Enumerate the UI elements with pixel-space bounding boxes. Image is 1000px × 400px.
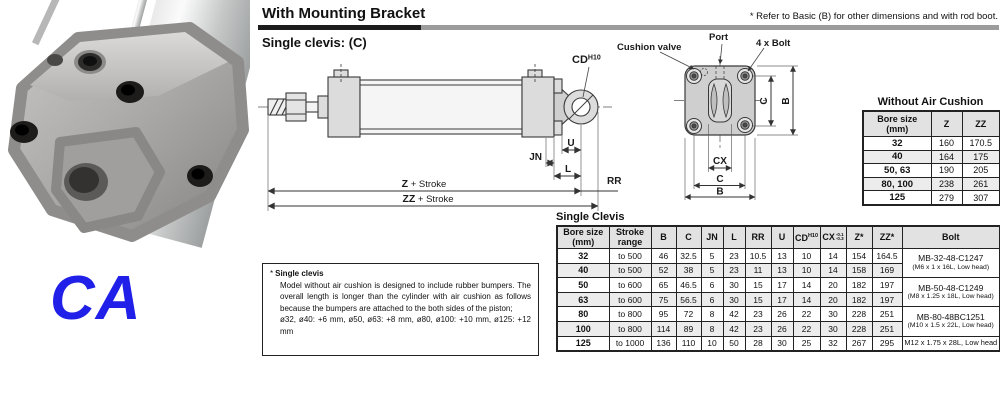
dim-value-cell: 20 xyxy=(820,278,846,293)
dim-label-zz-stroke: ZZ + Stroke xyxy=(402,193,454,205)
wac-row xyxy=(863,150,1000,164)
col-header-rr: RR xyxy=(745,226,771,249)
col-header-z: Z xyxy=(931,111,962,137)
dim-value-cell: 261 xyxy=(962,177,1000,191)
flange-outline xyxy=(685,66,755,135)
dim-value-cell: 14 xyxy=(793,292,820,307)
wac-row xyxy=(863,164,1000,178)
dim-value-cell: 52 xyxy=(651,263,676,278)
dim-value-cell: 26 xyxy=(771,321,793,336)
dim-value-cell: 197 xyxy=(872,292,902,307)
dim-value-cell: to 500 xyxy=(609,249,651,264)
dim-value-cell: to 800 xyxy=(609,321,651,336)
dim-value-cell: 23 xyxy=(745,307,771,322)
label-cushion-valve: Cushion valve xyxy=(617,42,682,53)
series-code: CA xyxy=(50,264,142,333)
dim-value-cell: 13 xyxy=(771,263,793,278)
dim-value-cell: 28 xyxy=(745,336,771,351)
dim-value-cell: 228 xyxy=(846,307,872,322)
dim-value-cell: 197 xyxy=(872,278,902,293)
dim-value-cell: 30 xyxy=(820,321,846,336)
dim-value-cell: 75 xyxy=(651,292,676,307)
dim-value-cell: 10 xyxy=(793,249,820,264)
dim-label-b-bottom: B xyxy=(716,186,724,198)
label-port: Port xyxy=(709,32,728,43)
dim-value-cell: 30 xyxy=(723,278,745,293)
dim-value-cell: 17 xyxy=(771,292,793,307)
dim-value-cell: 267 xyxy=(846,336,872,351)
dim-value-cell: 164.5 xyxy=(872,249,902,264)
dim-value-cell: 6 xyxy=(701,292,723,307)
cylinder-outline xyxy=(268,64,598,137)
note-body: Model without air cushion is designed to include rubber bumpers. The overall length is longer than the cylinder with air cushion as follows because the bumpers are attached to the both sides of the piston; xyxy=(280,280,531,313)
col-header-bore: Bore size (mm) xyxy=(863,111,931,137)
bolt-cell: MB-32-48-C1247 (M6 x 1 x 16L, Low head) xyxy=(902,249,1000,278)
sc-row xyxy=(557,278,1000,293)
dim-value-cell: 182 xyxy=(846,292,872,307)
end-view-diagram xyxy=(616,26,816,202)
bore-size-cell: 80, 100 xyxy=(863,177,931,191)
dim-value-cell: 136 xyxy=(651,336,676,351)
dim-value-cell: to 600 xyxy=(609,278,651,293)
single-clevis-table xyxy=(556,225,1000,352)
col-header-stroke: Stroke range xyxy=(609,226,651,249)
dim-value-cell: 50 xyxy=(723,336,745,351)
dim-value-cell: 42 xyxy=(723,307,745,322)
page-title: With Mounting Bracket xyxy=(262,5,426,22)
dim-value-cell: 279 xyxy=(931,191,962,205)
dim-value-cell: 32.5 xyxy=(676,249,701,264)
dim-value-cell: 17 xyxy=(771,278,793,293)
col-header-u: U xyxy=(771,226,793,249)
without-air-cushion-table xyxy=(862,110,1000,206)
bore-size-cell: 125 xyxy=(557,336,609,351)
dim-value-cell: 10.5 xyxy=(745,249,771,264)
bore-size-cell: 40 xyxy=(863,150,931,164)
dim-value-cell: 8 xyxy=(701,307,723,322)
bore-size-cell: 50, 63 xyxy=(863,164,931,178)
dim-value-cell: 30 xyxy=(771,336,793,351)
without-air-cushion-section xyxy=(862,96,999,206)
col-header-c: C xyxy=(676,226,701,249)
dim-value-cell: to 800 xyxy=(609,307,651,322)
wac-row xyxy=(863,191,1000,205)
dim-label-cd: $CD^{H10}$ xyxy=(572,54,601,66)
dim-value-cell: 110 xyxy=(676,336,701,351)
side-view-diagram xyxy=(256,50,666,218)
bolt-cell: M12 x 1.75 x 28L, Low head xyxy=(902,336,1000,351)
dim-value-cell: 154 xyxy=(846,249,872,264)
sc-row xyxy=(557,336,1000,351)
wac-row xyxy=(863,177,1000,191)
dim-value-cell: 95 xyxy=(651,307,676,322)
dim-value-cell: 158 xyxy=(846,263,872,278)
dim-value-cell: 10 xyxy=(701,336,723,351)
note-title: * Single clevis xyxy=(270,269,324,278)
dim-value-cell: 22 xyxy=(793,321,820,336)
dim-value-cell: 14 xyxy=(793,278,820,293)
dim-value-cell: 26 xyxy=(771,307,793,322)
dim-value-cell: 46.5 xyxy=(676,278,701,293)
dim-value-cell: 56.5 xyxy=(676,292,701,307)
dim-value-cell: 30 xyxy=(820,307,846,322)
dim-value-cell: 175 xyxy=(962,150,1000,164)
dim-label-c-bottom: C xyxy=(716,174,724,185)
dim-label-cx: CX xyxy=(713,156,727,167)
refer-note: * Refer to Basic (B) for other dimensions and with rod boot. xyxy=(749,11,998,22)
clevis-lug xyxy=(56,132,160,228)
dim-value-cell: 15 xyxy=(745,278,771,293)
dim-label-b-right: B xyxy=(781,97,792,105)
dim-value-cell: 46 xyxy=(651,249,676,264)
dim-value-cell: 23 xyxy=(723,249,745,264)
dim-value-cell: 114 xyxy=(651,321,676,336)
label-bolt-callout: 4 x Bolt xyxy=(756,38,791,49)
col-header-cd: $CD^{H10}$ xyxy=(793,226,820,249)
bore-size-cell: 125 xyxy=(863,191,931,205)
dim-value-cell: 170.5 xyxy=(962,137,1000,151)
dim-value-cell: 72 xyxy=(676,307,701,322)
dim-label-z-stroke: Z + Stroke xyxy=(401,178,447,190)
single-clevis-section xyxy=(556,211,999,352)
bore-size-cell: 80 xyxy=(557,307,609,322)
dim-value-cell: 8 xyxy=(701,321,723,336)
dim-value-cell: 190 xyxy=(931,164,962,178)
col-header-z: Z* xyxy=(846,226,872,249)
dim-value-cell: 14 xyxy=(820,263,846,278)
bore-size-cell: 50 xyxy=(557,278,609,293)
dim-value-cell: 23 xyxy=(745,321,771,336)
dim-value-cell: 38 xyxy=(676,263,701,278)
col-header-b: B xyxy=(651,226,676,249)
col-header-bore: Bore size (mm) xyxy=(557,226,609,249)
without-air-cushion-title: Without Air Cushion xyxy=(877,96,984,108)
single-clevis-title: Single Clevis xyxy=(556,211,625,223)
dim-label-u: U xyxy=(567,138,575,149)
dim-label-jn: JN xyxy=(529,152,542,163)
dim-value-cell: 65 xyxy=(651,278,676,293)
dim-value-cell: 89 xyxy=(676,321,701,336)
col-header-zz: ZZ xyxy=(962,111,1000,137)
dim-value-cell: 164 xyxy=(931,150,962,164)
dim-value-cell: 251 xyxy=(872,307,902,322)
dim-value-cell: to 600 xyxy=(609,292,651,307)
bolt-cell: MB-50-48-C1249 (M8 x 1.25 x 18L, Low head) xyxy=(902,278,1000,307)
dim-value-cell: 205 xyxy=(962,164,1000,178)
dim-value-cell: 30 xyxy=(723,292,745,307)
col-header-bolt: Bolt xyxy=(902,226,1000,249)
bore-size-cell: 63 xyxy=(557,292,609,307)
dim-value-cell: 182 xyxy=(846,278,872,293)
dim-value-cell: to 500 xyxy=(609,263,651,278)
dim-value-cell: 169 xyxy=(872,263,902,278)
sc-row xyxy=(557,307,1000,322)
dim-label-rr: RR xyxy=(607,176,622,187)
dim-value-cell: 32 xyxy=(820,336,846,351)
bolt-cell: MB-80-48BC1251 (M10 x 1.5 x 22L, Low head) xyxy=(902,307,1000,336)
dim-value-cell: 25 xyxy=(793,336,820,351)
sc-row xyxy=(557,249,1000,264)
dim-value-cell: to 1000 xyxy=(609,336,651,351)
dim-value-cell: 238 xyxy=(931,177,962,191)
wac-row xyxy=(863,137,1000,151)
dim-label-c-right: C xyxy=(759,97,770,105)
dim-value-cell: 160 xyxy=(931,137,962,151)
pin-hole xyxy=(47,54,63,66)
bore-size-cell: 32 xyxy=(863,137,931,151)
section-subtitle: Single clevis: (C) xyxy=(262,35,367,50)
col-header-l: L xyxy=(723,226,745,249)
dim-value-cell: 251 xyxy=(872,321,902,336)
dim-value-cell: 14 xyxy=(820,249,846,264)
dim-value-cell: 22 xyxy=(793,307,820,322)
col-header-jn: JN xyxy=(701,226,723,249)
dim-label-l: L xyxy=(564,164,572,175)
product-photo xyxy=(0,0,250,268)
dim-value-cell: 5 xyxy=(701,263,723,278)
dim-value-cell: 307 xyxy=(962,191,1000,205)
bore-size-cell: 100 xyxy=(557,321,609,336)
dim-value-cell: 13 xyxy=(771,249,793,264)
col-header-zz: ZZ* xyxy=(872,226,902,249)
dim-value-cell: 5 xyxy=(701,249,723,264)
bore-size-cell: 40 xyxy=(557,263,609,278)
bore-size-cell: 32 xyxy=(557,249,609,264)
dim-value-cell: 23 xyxy=(723,263,745,278)
dim-value-cell: 42 xyxy=(723,321,745,336)
dim-value-cell: 11 xyxy=(745,263,771,278)
dim-value-cell: 20 xyxy=(820,292,846,307)
note-sizes: ø32, ø40: +6 mm, ø50, ø63: +8 mm, ø80, ø100: +10 mm, ø125: +12 mm xyxy=(280,315,531,336)
dim-value-cell: 6 xyxy=(701,278,723,293)
single-clevis-note xyxy=(262,263,539,356)
dim-value-cell: 228 xyxy=(846,321,872,336)
dim-value-cell: 10 xyxy=(793,263,820,278)
dim-value-cell: 295 xyxy=(872,336,902,351)
col-header-cx: CX -0.1 -0.3 xyxy=(820,226,846,249)
dim-value-cell: 15 xyxy=(745,292,771,307)
